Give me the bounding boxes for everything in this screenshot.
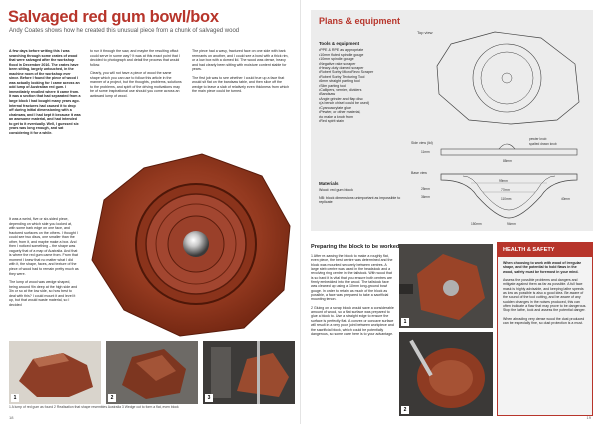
dimension-label: 40mm xyxy=(561,197,570,201)
wood-lump-photo xyxy=(9,341,101,404)
photo-caption: 1 A lump of red gum as found 2 Realisation that shape resembles Australia 3 Wedge cut to form a flat, even block xyxy=(9,405,179,409)
body-paragraph: Clearly, you will not have a piece of wood the same shape which you can use to follow this article in the manner of a project, but the thoughts, problems, solutions to the problems, and spirit of the driving motivations may be of some inspirational use should you come across an awkward lump of wood. xyxy=(90,71,182,98)
dimension-label: 85mm xyxy=(503,159,512,163)
dimension-label: 110mm xyxy=(501,197,512,201)
step-photo xyxy=(399,244,493,328)
tool-item: • Callipers, vernier, dividers xyxy=(319,88,414,92)
right-page xyxy=(300,0,600,424)
tool-item: • PPE & RPE as appropriate xyxy=(319,48,414,52)
flat-surface-photo xyxy=(399,332,493,416)
steps-column xyxy=(311,254,395,340)
step-photo-number: 2 xyxy=(401,406,409,414)
tool-item: • Cyanoacrylate glue xyxy=(319,106,414,110)
steps-heading: Preparing the block to be worked xyxy=(311,244,400,250)
tool-item: • Pewter, or other material, xyxy=(319,110,414,114)
thumbnail-number: 3 xyxy=(205,394,213,402)
body-paragraph: The piece had a wavy, fractured face on one side with bark remnants on another, and I could see a bowl with a thick rim, or a low box with a domed lid. The wood was dense, heavy and had clearly been sitting with moisture content stable for years. xyxy=(192,49,289,72)
dimension-label: 36mm xyxy=(421,195,430,199)
step-paragraph: 2 Gluing on a scrap block would save a considerable amount of wood, so a flat surface was prepared to glue a block to. Use a straight edge to ensure the surface is perfectly flat. A convex or concave surface will result in a very poor joint between workpiece and the sacrificial block, which could be potentially dangerous, so some care here is to your advantage. xyxy=(311,305,394,336)
health-safety-paragraph: Assess the possible problems and dangers and mitigate against them as far as possible. A full face mask is highly advisable, and keeping lathe speeds as low as possible is also a good idea. Be aware of the sound of the tool cutting, and be aware of any sudden changes in the noises produced, this can often indicate a flaw that may prove to be dangerous. Stop the lathe, look and assess the potential danger. xyxy=(503,278,587,313)
thumbnail-photo xyxy=(106,341,198,404)
lathe-mounted-block-photo xyxy=(399,244,493,328)
panel-title: Plans & equipment xyxy=(319,16,401,26)
health-safety-body xyxy=(498,257,592,333)
thumbnail-photo xyxy=(9,341,101,404)
materials-section xyxy=(319,182,414,205)
tool-item: • (a bench chisel could be used) xyxy=(319,101,414,105)
hero-photo-bowl xyxy=(84,140,298,340)
intro-paragraph: A few days before writing this I was searching through some crates of wood that were salvaged after the workshop flood in December 2016. The crates have been sitting, largely untouched, in the machine room of the workshop ever since. Before I found the piece of wood I was actually looking for I came across an odd lump of Australian red gum. I immediately recalled where it came from. It was a section that had separated from a large block I had bought many years ago. Internal fractures had caused it to drop off during initial dimensioning with a chainsaw, and I had kept it because it was an awesome material, and had intended to get to it eventually. Well, I guessed six years was long enough, and sat considering it for a while. xyxy=(9,49,81,135)
tool-item: • 10mm spindle gouge xyxy=(319,57,414,61)
step-photo-number: 1 xyxy=(401,318,409,326)
middle-column xyxy=(90,49,182,102)
lower-left-column xyxy=(9,217,79,311)
dimension-label: 99mm xyxy=(499,179,508,183)
right-column xyxy=(192,49,292,98)
body-paragraph: It was a weird, five or six-sided piece, depending on which side you looked at, with some bark edge on one face, and fractured surfaces on the others. I thought I could see two discs, one smaller than the other, from it, and maybe make a box. And then I noticed something – the shape was vaguely that of a map of Australia. And that is where the red gum came from. From that moment I knew that no matter what I did with it, the shape, faces, and texture of the piece of wood had to remain pretty much as they were. xyxy=(9,217,79,276)
technical-drawing xyxy=(411,24,591,228)
dimension-label: 77mm xyxy=(501,188,510,192)
body-paragraph: The first job was to see whether I could true up a face that would sit flat on the bandsaw table, and then slice off the wedge to leave a slab of relatively even thickness from which the main piece could be turned. xyxy=(192,75,290,94)
tool-item: • to make a knob from xyxy=(319,115,414,119)
tools-list xyxy=(319,48,414,123)
thumbnail-photo xyxy=(203,341,295,404)
dimension-label: 25mm xyxy=(421,187,430,191)
dimension-label: 11mm xyxy=(421,150,430,154)
knob-label-2: spalted drawn knob xyxy=(529,142,557,146)
tool-item: • Negative rake scraper xyxy=(319,62,414,66)
bowl-illustration xyxy=(84,140,298,340)
tool-item: • Angle grinder and flap disc xyxy=(319,97,414,101)
step-paragraph: 1 After re-sawing the block to make a roughly flat, even piece, the best centre was determined and the block was mounted securely between centres. A large steb centre was used in the headstock and a revolving ring centre in the tailstock. With wood that is so hard it is vital that you ensure both centres are firmly embedded into the wood. The tailstock face was cleaned up using a 10mm long-ground bowl gouge. In order to retain as much of the block as possible, a face was prepared to take a sacrificial mounting tenon. xyxy=(311,254,393,302)
tool-item: • Heavy-duty domed scraper xyxy=(319,66,414,70)
plan-diagram xyxy=(411,24,591,228)
tool-item: • Red spirit stain xyxy=(319,119,414,123)
thumbnail-number: 1 xyxy=(11,394,19,402)
step-photo xyxy=(399,332,493,416)
health-safety-paragraph: When abrading very dense wood the dust produced can be especially fine, so dust protection is a must. xyxy=(503,316,585,326)
tool-item: • 10mm fluted spindle gouge xyxy=(319,53,414,57)
tool-item: • 6mm straight parting tool xyxy=(319,79,414,83)
intro-column xyxy=(9,49,81,139)
tool-item: • Bandsaw xyxy=(319,92,414,96)
health-safety-title: HEALTH & SAFETY xyxy=(498,243,592,257)
side-view-label: Side view (lid) xyxy=(411,141,433,145)
dimension-label: 150mm xyxy=(471,222,482,226)
knob-label: pewter knob xyxy=(529,137,547,141)
tool-item: • Robert Sorby MicroRevo Scraper xyxy=(319,70,414,74)
article-standfirst: Andy Coates shows how he created this unusual piece from a chunk of salvaged wood xyxy=(9,28,240,34)
article-title: Salvaged red gum bowl/box xyxy=(8,8,219,26)
body-paragraph: to run it through the saw, and maybe the resulting offcut could serve in some way? It was at this exact point that I decided to photograph and detail the process that would follow. xyxy=(90,49,180,67)
health-safety-lead: When choosing to work with wood of irregular shape, and the potential to hold flaws in the wood, safety must be foremost in your mind. xyxy=(503,261,582,274)
base-view-label: Base view xyxy=(411,171,427,175)
body-paragraph: The lump of wood was wedge shaped, being around 9in deep at the high side and 3in or so at the low side, so how best to deal with this? I could mount it and level it up, but that would waste material, so I decided xyxy=(9,280,78,307)
materials-note: NB: block dimensions unimportant as impossible to replicate xyxy=(319,195,401,205)
photo-strip xyxy=(9,341,295,404)
thumbnail-number: 2 xyxy=(108,394,116,402)
plans-equipment-panel xyxy=(311,10,593,231)
tool-item: • Slim parting tool xyxy=(319,84,414,88)
tools-heading: Tools & equipment xyxy=(319,41,360,46)
tool-item: • Robert Sorby Texturing Tool xyxy=(319,75,414,79)
tools-list-section xyxy=(319,42,414,123)
material-item: Wood: red gum block xyxy=(319,188,353,193)
dimension-label: 94mm xyxy=(507,222,516,226)
wood-lump-photo xyxy=(106,341,198,404)
health-safety-box xyxy=(497,242,593,416)
page-number: 19 xyxy=(586,415,591,420)
materials-heading: Materials xyxy=(319,181,339,186)
bandsaw-cut-photo xyxy=(203,341,295,404)
page-number: 18 xyxy=(9,415,14,420)
top-view-label: Top view xyxy=(417,30,433,35)
